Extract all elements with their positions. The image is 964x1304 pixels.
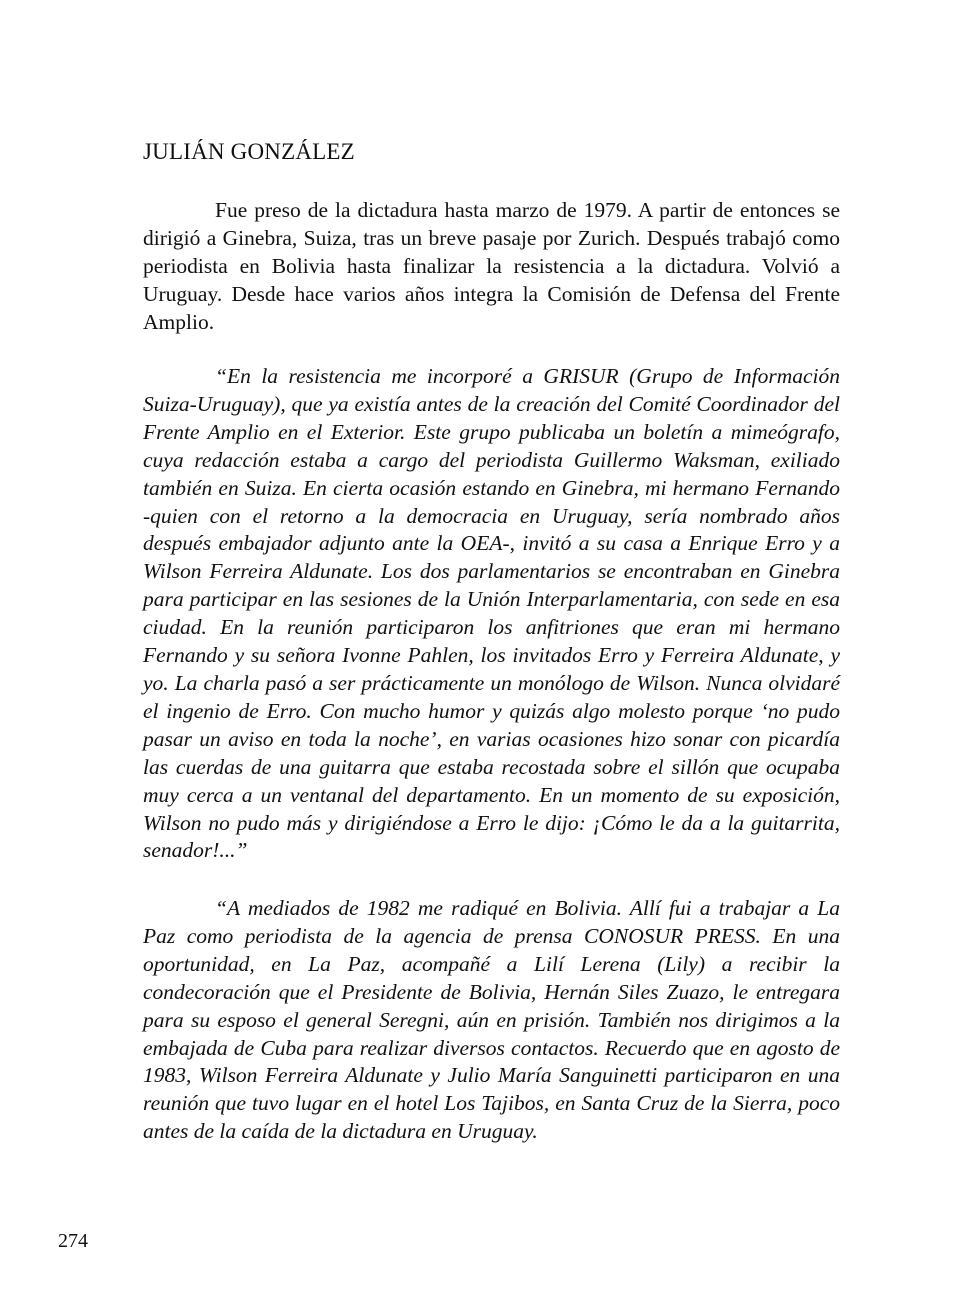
intro-paragraph: Fue preso de la dictadura hasta marzo de 1979. A partir de entonces se dirigió a Ginebra, Suiza, tras un breve pasaje por Zurich. Después trabajó como periodista en Bolivia hasta finalizar la resistencia a la dictadura. Volvió a Uruguay. Desde hace varios años integra la Comisión de Defensa del Frente Amplio. bbox=[143, 198, 840, 334]
quote-paragraph-bolivia: “A mediados de 1982 me radiqué en Bolivia. Allí fui a trabajar a La Paz como periodista de la agencia de prensa CONOSUR PRESS. En una oportunidad, en La Paz, acompañé a Lilí Lerena (Lily) a recibir la condecoración que el Presidente de Bolivia, Hernán Siles Zuazo, le entregara para su esposo el general Seregni, aún en prisión. También nos dirigimos a la embajada de Cuba para realizar diversos contactos. Recuerdo que en agosto de 1983, Wilson Ferreira Aldunate y Julio María Sanguinetti participaron en una reunión que tuvo lugar en el hotel Los Tajibos, en Santa Cruz de la Sierra, poco antes de la caída de la dictadura en Uruguay. bbox=[143, 896, 840, 1144]
quote-paragraph-grisur: “En la resistencia me incorporé a GRISUR (Grupo de Información Suiza-Uruguay), que ya existía antes de la creación del Comité Coordinador del Frente Amplio en el Exterior. Este grupo publicaba un boletín a mimeógrafo, cuya redacción estaba a cargo del periodista Guillermo Waksman, exiliado también en Suiza. En cierta ocasión estando en Ginebra, mi hermano Fernando -quien con el retorno a la democracia en Uruguay, sería nombrado años después embajador adjunto ante la OEA-, invitó a su casa a Enrique Erro y a Wilson Ferreira Aldunate. Los dos parlamentarios se encontraban en Ginebra para participar en las sesiones de la Unión Interparlamentaria, con sede en esa ciudad. En la reunión participaron los anfitriones que eran mi hermano Fernando y su señora Ivonne Pahlen, los invitados Erro y Ferreira Aldunate, y yo. La charla pasó a ser prácticamente un monólogo de Wilson. Nunca olvidaré el ingenio de Erro. Con mucho humor y quizás algo molesto porque ‘no pudo pasar un aviso en toda la noche’, en varias ocasiones hizo sonar con picardía las cuerdas de una guitarra que estaba recostada sobre el sillón que ocupaba muy cerca a un ventanal del departamento. En un momento de su exposición, Wilson no pudo más y dirigiéndose a Erro le dijo: ¡Cómo le da a la guitarrita, senador!...” bbox=[143, 364, 840, 863]
section-heading: JULIÁN GONZÁLEZ bbox=[143, 139, 355, 164]
page-number: 274 bbox=[58, 1230, 88, 1252]
